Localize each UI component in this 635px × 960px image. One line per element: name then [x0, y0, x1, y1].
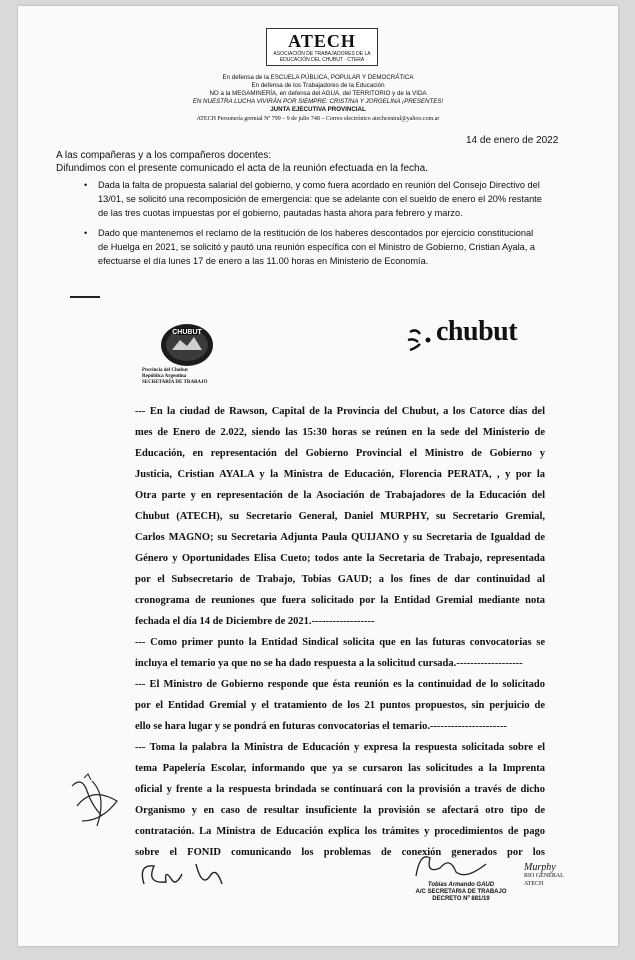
bullet-2-line: de Huelga en 2021, se solicitó y pautó una reunión específica con el Ministro de Gobierno, Cristian Ayala, a — [98, 242, 536, 252]
murphy-org: ATECH — [524, 881, 544, 887]
header-line-3: NO a la MEGAMINERÍA, en defensa del AGUA, del TERRITORIO y de la VIDA — [209, 90, 427, 97]
bullet-1-line: 13/01, se solicitó una recomposición de emergencia: que se adelante con el sueldo de enero el 20% restante — [98, 194, 542, 204]
acta-line: por el Entidad Gremial y el tratamiento de los 21 puntos propuestos, sin perjuicio de — [135, 700, 545, 711]
header-line-4: EN NUESTRA LUCHA VIVIRÁN POR SIEMPRE: CRISTINA Y JORGELINA ¡PRESENTES! — [192, 98, 444, 105]
header-line-1: En defensa de la ESCUELA PÚBLICA, POPULAR Y DEMOCRÁTICA — [222, 74, 414, 81]
emblem-caption-line: República Argentina — [142, 374, 187, 379]
acta-line: --- Toma la palabra la Ministra de Educación y expresa la respuesta solicitada sobre el — [135, 742, 545, 753]
acta-line: Chubut (ATECH), su Secretario General, Daniel MURPHY, su Secretario Gremial, — [135, 511, 545, 522]
header-line-6: ATECH Personería gremial Nº 799 – 9 de julio 748 – Correo electrónico atechcentral@yahoo.com.ar — [196, 116, 440, 122]
bullet-dot: • — [84, 228, 88, 238]
acta-line: tema Papelería Escolar, informando que ya se cursaron las solicitudes a la Imprenta — [135, 763, 545, 774]
acta-line: Otra parte y en representación de la Asociación de Trabajadores de la Educación del — [135, 490, 545, 501]
header-line-5: JUNTA EJECUTIVA PROVINCIAL — [270, 106, 366, 113]
secretaria-stamp — [396, 882, 526, 903]
atech-logo — [266, 28, 378, 66]
acta-line: fechada el día 14 de Diciembre de 2021.------------------ — [135, 616, 375, 627]
bullet-2-line: Dado que mantenemos el reclamo de la restitución de los haberes descontados por ejercicio constitucional — [98, 228, 534, 238]
acta-line: Género y Oportunidades Elisa Cueto; todos ante la Secretaria de Trabajo, representada — [135, 553, 545, 564]
acta-line: Carlos MAGNO; su Secretaria Adjunta Paula QUIJANO y su Secretaria de Igualdad de — [135, 532, 545, 543]
bullet-1-line: Dada la falta de propuesta salarial del gobierno, y como fuera acordado en reunión del Consejo Directivo del — [98, 180, 540, 190]
letter-bullet-2 — [84, 226, 598, 268]
chubut-brand-word: chubut — [436, 316, 518, 347]
bullet-dot: • — [84, 180, 88, 190]
murphy-role: RIO GENERAL — [524, 873, 564, 879]
separator-dash — [70, 296, 100, 298]
stamp-name: Tobias Armando GAUD — [427, 882, 495, 888]
emblem-caption-line: Provincia del Chubut — [142, 368, 188, 373]
signature-gaud — [396, 846, 516, 886]
document-page — [18, 6, 618, 946]
emblem-label — [158, 322, 216, 336]
acta-line: cronograma de reuniones que fuera solicitado por la Entidad Gremial mediante nota — [135, 595, 545, 606]
bullet-2-line: efectuarse el día lunes 17 de enero a las 11.00 horas en Ministerio de Economía. — [98, 256, 429, 266]
acta-line: oficial y frente a la respuesta brindada se continuará con la provisión a través de dicho — [135, 784, 545, 795]
acta-line: incluya el temario ya que no se ha dado respuesta a la solicitud cursada.------------------- — [135, 658, 523, 669]
acta-line: contratación. La Ministra de Educación explica los trámites y procedimientos de pago — [135, 826, 545, 837]
acta-line: --- Como primer punto la Entidad Sindical solicita que en las futuras convocatorias se — [135, 637, 545, 648]
stamp-role: A/C SECRETARIA DE TRABAJO — [415, 889, 507, 895]
acta-line: por el Subsecretario de Trabajo, Tobias GAUD; a los fines de dar continuidad al — [135, 574, 545, 585]
letter-greeting: A las compañeras y a los compañeros docentes: — [56, 150, 272, 161]
murphy-name: Murphy — [524, 862, 556, 873]
logo-text: ATECH — [288, 31, 356, 51]
signature-left-margin — [62, 766, 132, 836]
acta-line: mes de Enero de 2.022, siendo las 15:30 horas se reúnen en la sede del Ministerio de — [135, 427, 545, 438]
letter-bullet-1 — [84, 178, 598, 220]
chubut-brand-mark — [406, 326, 436, 356]
signature-bottom-left — [136, 854, 246, 894]
header-line-2: En defensa de los Trabajadores de la Educación — [251, 82, 385, 89]
letter-date: 14 de enero de 2022 — [466, 135, 559, 146]
bullet-1-line: de las tres cuotas impuestas por el gobierno, pautadas hasta ahora para febrero y marzo. — [98, 208, 463, 218]
logo-subtitle: ASOCIACIÓN DE TRABAJADORES DE LA EDUCACIÓN DEL CHUBUT · CTERA — [273, 51, 371, 63]
acta-line: Educación, en representación del Gobierno Provincial el Ministro de Gobierno y — [135, 448, 545, 459]
emblem-label-text: CHUBUT — [172, 329, 202, 336]
letter-intro: Difundimos con el presente comunicado el acta de la reunión efectuada en la fecha. — [56, 163, 428, 174]
acta-line: ello se hara lugar y se pondrá en futuras convocatorias el temario.---------------------- — [135, 721, 507, 732]
emblem-caption-line: SECRETARÍA DE TRABAJO — [142, 380, 208, 385]
chubut-brand-logo — [406, 316, 566, 356]
acta-line: --- En la ciudad de Rawson, Capital de la Provincia del Chubut, a los Catorce días del — [135, 406, 545, 417]
emblem-caption — [142, 368, 232, 386]
stamp-decree: DECRETO Nº 881/19 — [432, 896, 490, 902]
acta-line: --- El Ministro de Gobierno responde que ésta reunión es la continuidad de lo solicitado — [135, 679, 545, 690]
murphy-signature-block — [524, 864, 604, 888]
acta-line: Organismo y en caso de resultar insuficiente la provisión se afectará otro tipo de — [135, 805, 545, 816]
acta-line: sobre el FONID comunicando los problemas de conexión generados por los — [135, 847, 545, 858]
acta-line: Justicia, Cristian AYALA y la Ministra de Educación, Florencia PERATA, , y por la — [135, 469, 545, 480]
